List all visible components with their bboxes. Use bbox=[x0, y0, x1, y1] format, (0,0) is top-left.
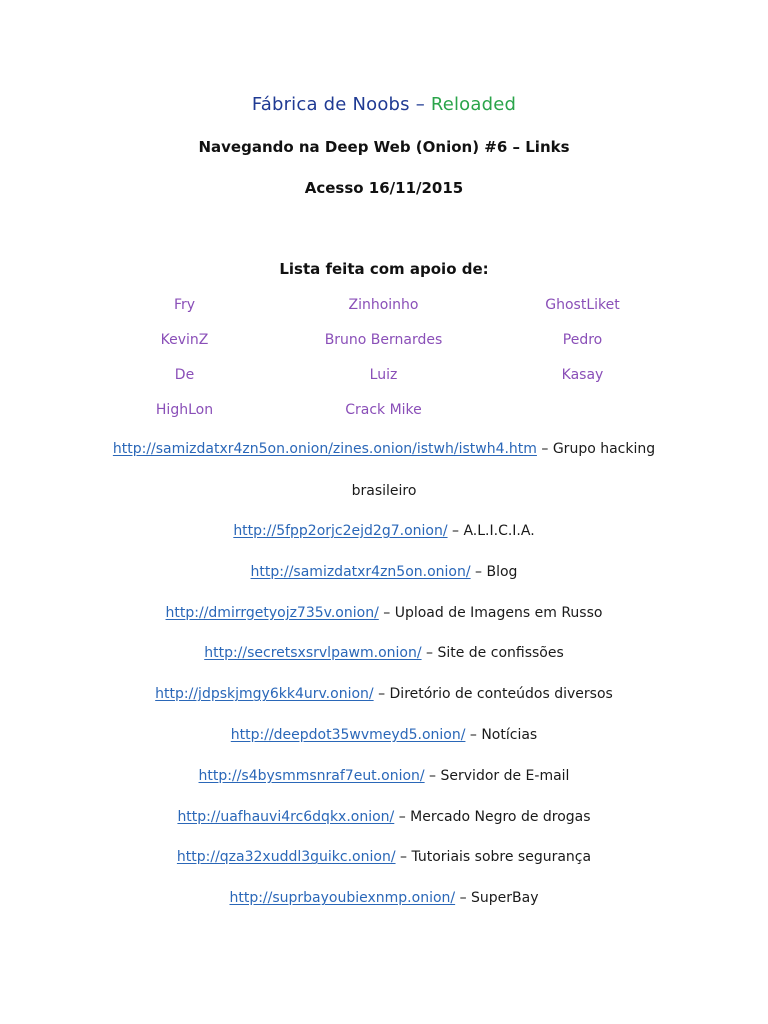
onion-link[interactable]: http://qza32xuddl3guikc.onion/ bbox=[176, 849, 396, 866]
list-item bbox=[0, 683, 768, 724]
supporters-grid bbox=[85, 294, 682, 434]
supporter-name: Crack Mike bbox=[345, 402, 422, 418]
page-title bbox=[0, 94, 768, 115]
onion-link[interactable]: http://samizdatxr4zn5on.onion/zines.onion/istwh/istwh4.htm bbox=[112, 441, 537, 457]
link-description: – SuperBay bbox=[455, 890, 539, 907]
list-item bbox=[0, 602, 768, 643]
supporter-name bbox=[483, 399, 682, 434]
onion-link[interactable]: http://s4bysmmsnraf7eut.onion/ bbox=[198, 767, 425, 784]
list-item bbox=[0, 887, 768, 928]
onion-link[interactable]: http://suprbayoubiexnmp.onion/ bbox=[229, 890, 456, 907]
list-item bbox=[0, 765, 768, 806]
onion-link[interactable]: http://secretsxsrvlpawm.onion/ bbox=[204, 645, 422, 662]
onion-link[interactable]: http://5fpp2orjc2ejd2g7.onion/ bbox=[233, 523, 448, 539]
support-heading: Lista feita com apoio de: bbox=[279, 260, 489, 278]
link-list bbox=[0, 438, 768, 928]
link-description: – Tutoriais sobre segurança bbox=[395, 849, 592, 866]
supporter-name: Bruno Bernardes bbox=[324, 332, 443, 348]
link-description: – Site de confissões bbox=[421, 645, 564, 662]
onion-link[interactable]: http://dmirrgetyojz735v.onion/ bbox=[165, 604, 379, 621]
list-item bbox=[0, 806, 768, 847]
access-date: Acesso 16/11/2015 bbox=[304, 179, 464, 197]
supporter-name: GhostLiket bbox=[545, 297, 620, 313]
list-item bbox=[0, 520, 768, 561]
list-item bbox=[0, 438, 768, 520]
link-description: – Diretório de conteúdos diversos bbox=[373, 686, 613, 703]
supporter-name: Luiz bbox=[369, 367, 398, 383]
onion-link[interactable]: http://deepdot35wvmeyd5.onion/ bbox=[230, 726, 466, 743]
onion-link[interactable]: http://samizdatxr4zn5on.onion/ bbox=[250, 563, 471, 580]
title-separator: – bbox=[415, 94, 425, 115]
supporter-name: HighLon bbox=[155, 402, 214, 418]
supporter-name: Zinhoinho bbox=[348, 297, 419, 313]
supporter-name: KevinZ bbox=[160, 332, 209, 348]
onion-link[interactable]: http://uafhauvi4rc6dqkx.onion/ bbox=[177, 808, 395, 825]
link-description: – Notícias bbox=[465, 726, 538, 743]
supporter-name: Pedro bbox=[562, 332, 603, 348]
link-description: – Grupo hacking bbox=[536, 441, 656, 457]
onion-link[interactable]: http://jdpskjmgy6kk4urv.onion/ bbox=[155, 686, 374, 703]
link-description-continued: brasileiro bbox=[351, 483, 417, 499]
supporter-name: Fry bbox=[173, 297, 196, 313]
list-item bbox=[0, 642, 768, 683]
supporter-name: Kasay bbox=[561, 367, 604, 383]
link-description: – A.L.I.C.I.A. bbox=[447, 523, 535, 539]
title-accent: Reloaded bbox=[430, 94, 517, 115]
link-description: – Upload de Imagens em Russo bbox=[378, 604, 603, 621]
page-subtitle: Navegando na Deep Web (Onion) #6 – Links bbox=[198, 138, 570, 156]
title-main: Fábrica de Noobs bbox=[251, 94, 410, 115]
link-description: – Blog bbox=[470, 563, 518, 580]
list-item bbox=[0, 561, 768, 602]
list-item bbox=[0, 846, 768, 887]
link-description: – Servidor de E-mail bbox=[424, 767, 570, 784]
link-description: – Mercado Negro de drogas bbox=[394, 808, 591, 825]
supporter-name: De bbox=[174, 367, 195, 383]
list-item bbox=[0, 724, 768, 765]
